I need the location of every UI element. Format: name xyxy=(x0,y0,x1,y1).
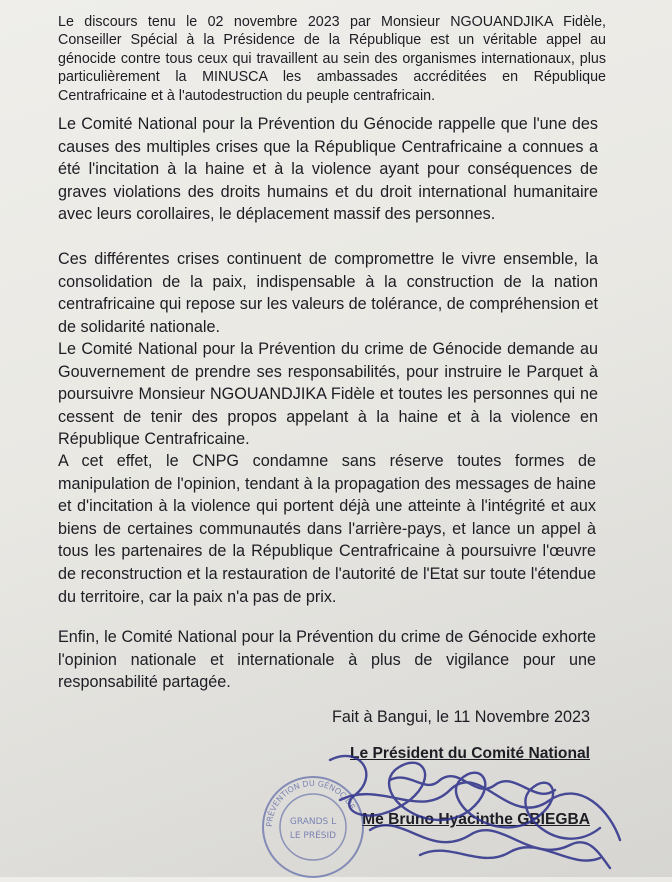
paragraph-4: Le Comité National pour la Prévention du crime de Génocide demande au Gouvernement de prendre ses responsabilités, pour instruire le Parquet à poursuivre Monsieur NGOUANDJIKA Fidèle et toutes les personnes qui ne cessent de tenir des propos appelant à la haine et à la violence en République Centrafricaine. xyxy=(58,340,598,449)
dateline: Fait à Bangui, le 11 Novembre 2023 xyxy=(332,708,590,726)
signature-scribble xyxy=(300,740,640,877)
paragraph-2: Le Comité National pour la Prévention du Génocide rappelle que l'une des causes des multiples crises que la République Centrafricaine a connues a été l'incitation à la haine et à la violence ayant pour conséquences de graves violations des droits humains et du droit international humanitaire avec leurs corollaires, le déplacement massif des personnes. xyxy=(58,115,598,224)
signatory-title: Le Président du Comité National xyxy=(349,745,590,762)
signatory-name: Me Bruno Hyacinthe GBIEGBA xyxy=(362,811,590,828)
paragraph-6: Enfin, le Comité National pour la Prévention du crime de Génocide exhorte l'opinion nationale et internationale à plus de vigilance pour une responsabilité partagée. xyxy=(58,628,596,692)
paragraph-3: Ces différentes crises continuent de compromettre le vivre ensemble, la consolidation de la paix, indispensable à la construction de la nation centrafricaine qui repose sur les valeurs de tolérance, de compréhension et de solidarité nationale. xyxy=(58,250,598,336)
paragraph-5: A cet effet, le CNPG condamne sans réserve toutes formes de manipulation de l'opinion, tendant à la propagation des messages de haine et d'incitation à la violence qui portent déjà une atteinte à l'intégrité et aux biens de certaines communautés dans l'arrière-pays, et lance un appel à tous les partenaires de la République Centrafricaine à poursuivre l'œuvre de reconstruction et la restauration de l'autorité de l'Etat sur toute l'étendue du territoire, car la paix n'a pas de prix. xyxy=(58,452,596,606)
stamp-center-top: GRANDS L xyxy=(289,817,337,827)
stamp-ring-text: PRÉVENTION DU GÉNOCIDE xyxy=(264,778,357,828)
stamp-center-bottom: LE PRÉSID xyxy=(289,831,337,841)
paragraph-1: Le discours tenu le 02 novembre 2023 par Monsieur NGOUANDJIKA Fidèle, Conseiller Spécial à la Présidence de la République est un véritable appel au génocide contre tous ceux qui travaillent au sein des organismes internationaux, plus particulièrement la MINUSCA les ambassades accréditées en République Centrafricaine et à l'autodestruction du peuple centrafricain. xyxy=(58,14,606,104)
